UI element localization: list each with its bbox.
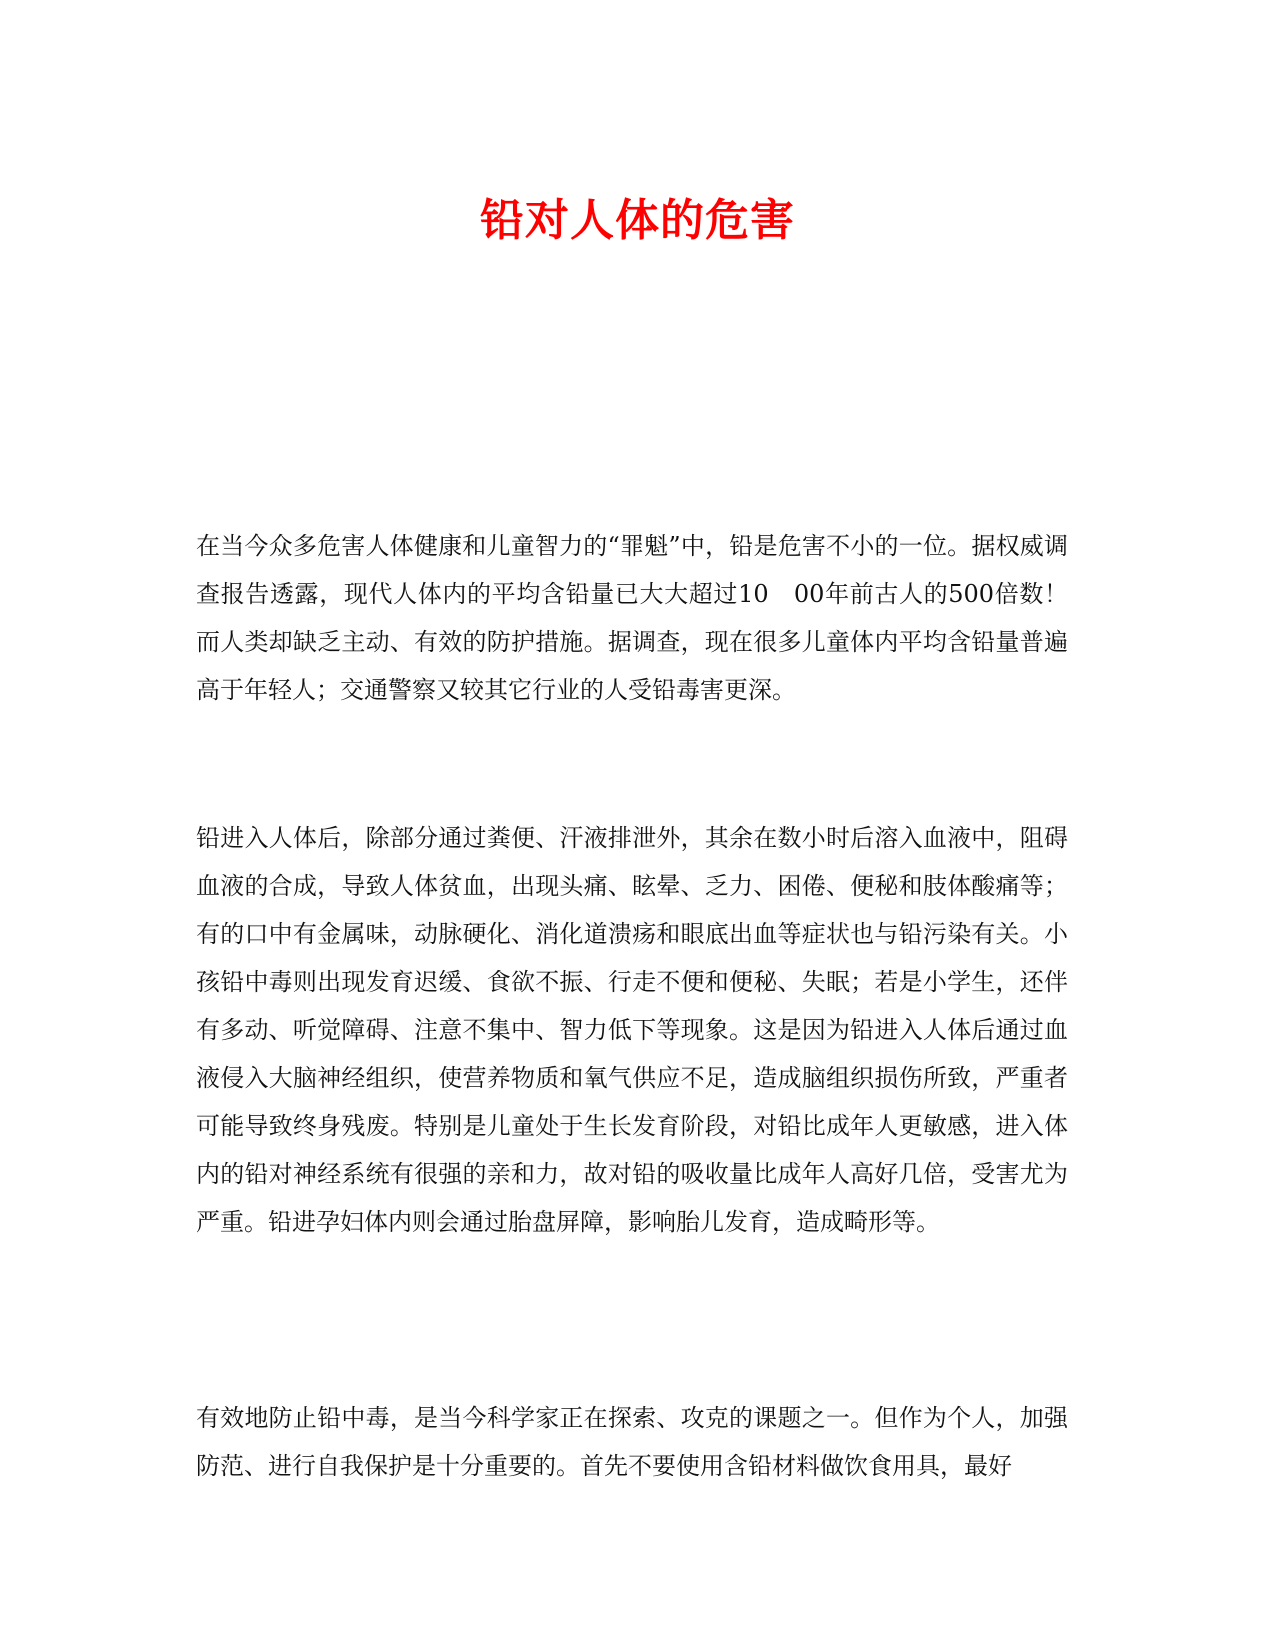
paragraph-intro: 在当今众多危害人体健康和儿童智力的“罪魁”中，铅是危害不小的一位。据权威调查报告透露，现代人体内的平均含铅量已大大超过10 00年前古人的500倍数！而人类却缺乏主动、有效的防护措施。据调查，现在很多儿童体内平均含铅量普遍高于年轻人；交通警察又较其它行业的人受铅毒害更深。: [196, 532, 1068, 704]
paragraph-symptoms: 铅进入人体后，除部分通过粪便、汗液排泄外，其余在数小时后溶入血液中，阻碍血液的合成，导致人体贫血，出现头痛、眩晕、乏力、困倦、便秘和肢体酸痛等；有的口中有金属味，动脉硬化、消化道溃疡和眼底出血等症状也与铅污染有关。小孩铅中毒则出现发育迟缓、食欲不振、行走不便和便秘、失眠；若是小学生，还伴有多动、听觉障碍、注意不集中、智力低下等现象。这是因为铅进入人体后通过血液侵入大脑神经组织，使营养物质和氧气供应不足，造成脑组织损伤所致，严重者可能导致终身残废。特别是儿童处于生长发育阶段，对铅比成年人更敏感，进入体内的铅对神经系统有很强的亲和力，故对铅的吸收量比成年人高好几倍，受害尤为严重。铅进孕妇体内则会通过胎盘屏障，影响胎儿发育，造成畸形等。: [196, 824, 1068, 1236]
paragraph-prevention: 有效地防止铅中毒，是当今科学家正在探索、攻克的课题之一。但作为个人，加强防范、进行自我保护是十分重要的。首先不要使用含铅材料做饮食用具，最好: [196, 1404, 1068, 1480]
document-title: 铅对人体的危害: [480, 195, 795, 247]
